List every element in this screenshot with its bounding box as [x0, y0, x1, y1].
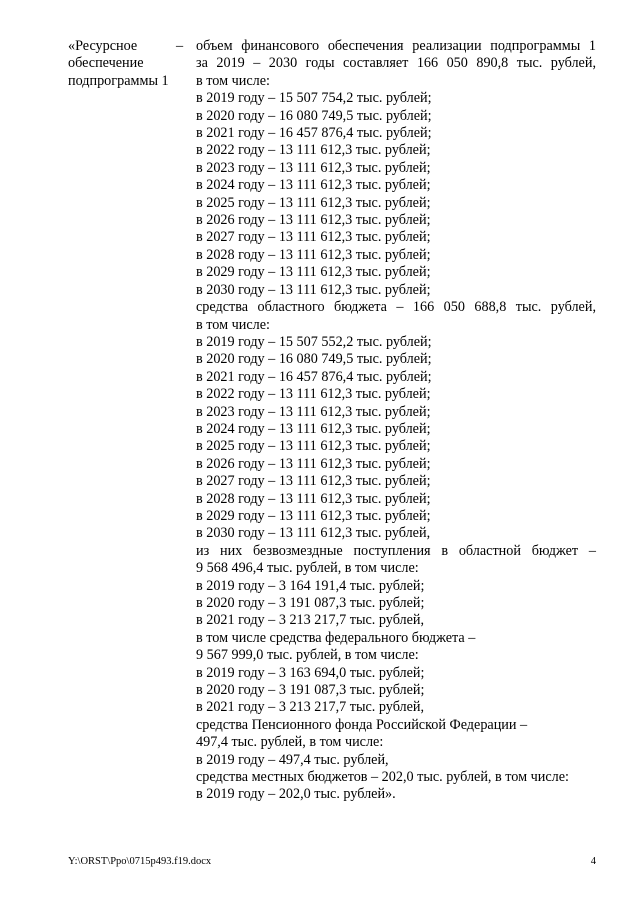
funding-text-line: в 2021 году – 3 213 217,7 тыс. рублей, [196, 699, 425, 716]
funding-text-line: в 2021 году – 16 457 876,4 тыс. рублей; [196, 125, 432, 142]
funding-text-line: в 2026 году – 13 111 612,3 тыс. рублей; [196, 212, 431, 229]
footer-page-number: 4 [590, 856, 596, 867]
section-label [68, 38, 168, 90]
footer-file-path: Y:\ORST\Ppo\0715p493.f19.docx [68, 856, 212, 867]
funding-text-line: в 2020 году – 16 080 749,5 тыс. рублей; [196, 351, 432, 368]
funding-text-line: в 2022 году – 13 111 612,3 тыс. рублей; [196, 386, 431, 403]
funding-text-line: в 2025 году – 13 111 612,3 тыс. рублей; [196, 438, 431, 455]
funding-text-line: в 2029 году – 13 111 612,3 тыс. рублей; [196, 264, 431, 281]
funding-text-line: в 2019 году – 15 507 754,2 тыс. рублей; [196, 90, 432, 107]
funding-text-block [196, 38, 596, 804]
funding-text-line: в 2024 году – 13 111 612,3 тыс. рублей; [196, 420, 431, 437]
funding-text-line: в 2019 году – 3 164 191,4 тыс. рублей; [196, 577, 425, 594]
funding-text-line: из них безвозмездные поступления в областной бюджет – [196, 542, 596, 559]
funding-text-line: в том числе: [196, 72, 270, 89]
funding-text-line: в 2019 году – 15 507 552,2 тыс. рублей; [196, 333, 432, 350]
funding-text-line: средства местных бюджетов – 202,0 тыс. рублей, в том числе: [196, 769, 569, 786]
funding-text-line: в 2019 году – 202,0 тыс. рублей». [196, 786, 396, 803]
funding-text-line: в 2029 году – 13 111 612,3 тыс. рублей; [196, 507, 431, 524]
section-label-line: «Ресурсное [68, 38, 138, 54]
funding-text-line: в 2019 году – 3 163 694,0 тыс. рублей; [196, 664, 425, 681]
funding-text-line: в 2020 году – 16 080 749,5 тыс. рублей; [196, 107, 432, 124]
funding-text-line: в 2027 году – 13 111 612,3 тыс. рублей; [196, 473, 431, 490]
funding-text-line: в 2028 году – 13 111 612,3 тыс. рублей; [196, 246, 431, 263]
funding-text-line: в 2023 году – 13 111 612,3 тыс. рублей; [196, 159, 431, 176]
funding-text-line: средства Пенсионного фонда Российской Федерации – [196, 716, 528, 733]
funding-text-line: в 2019 году – 497,4 тыс. рублей, [196, 751, 389, 768]
funding-text-line: в том числе: [196, 316, 270, 333]
funding-text-line: в 2020 году – 3 191 087,3 тыс. рублей; [196, 595, 425, 611]
funding-text-line: в 2023 году – 13 111 612,3 тыс. рублей; [196, 403, 431, 420]
funding-text-line: в 2021 году – 16 457 876,4 тыс. рублей; [196, 368, 432, 385]
funding-text-line: в 2027 году – 13 111 612,3 тыс. рублей; [196, 229, 431, 246]
funding-text-line: в 2021 году – 3 213 217,7 тыс. рублей, [196, 612, 425, 629]
funding-text-line: за 2019 – 2030 годы составляет 166 050 890,8 тыс. рублей, [196, 55, 596, 72]
section-label-line: обеспечение [68, 55, 144, 72]
funding-text-line: в 2024 году – 13 111 612,3 тыс. рублей; [196, 177, 431, 194]
section-label-line: подпрограммы 1 [68, 72, 169, 89]
funding-text-line: в 2030 году – 13 111 612,3 тыс. рублей, [196, 525, 431, 542]
funding-text-line: в 2026 году – 13 111 612,3 тыс. рублей; [196, 455, 431, 472]
funding-text-line: в том числе средства федерального бюджета – [196, 629, 476, 646]
label-dash: – [176, 38, 184, 54]
funding-text-line: в 2025 году – 13 111 612,3 тыс. рублей; [196, 194, 431, 211]
funding-text-line: объем финансового обеспечения реализации подпрограммы 1 [196, 38, 596, 54]
funding-text-line: 9 568 496,4 тыс. рублей, в том числе: [196, 560, 419, 577]
funding-text-line: в 2030 году – 13 111 612,3 тыс. рублей; [196, 281, 431, 298]
funding-text-line: в 2022 году – 13 111 612,3 тыс. рублей; [196, 142, 431, 159]
funding-text-line: средства областного бюджета – 166 050 688,8 тыс. рублей, [196, 299, 596, 316]
funding-text-line: в 2028 году – 13 111 612,3 тыс. рублей; [196, 490, 431, 507]
funding-text-line: 9 567 999,0 тыс. рублей, в том числе: [196, 647, 419, 664]
funding-text-line: в 2020 году – 3 191 087,3 тыс. рублей; [196, 682, 425, 699]
funding-text-line: 497,4 тыс. рублей, в том числе: [196, 734, 384, 751]
